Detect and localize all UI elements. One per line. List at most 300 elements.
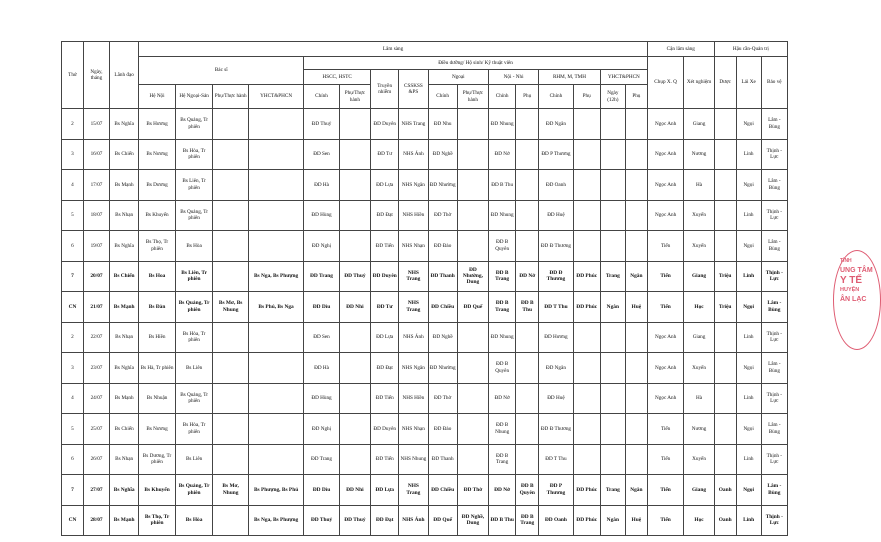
cell-yhct-day: Ngân xyxy=(600,505,625,536)
cell-hscc-assist xyxy=(339,109,370,140)
cell-lab: Học xyxy=(684,292,714,323)
cell-doctor-assist xyxy=(213,444,249,475)
cell-he-ngoai: Bs Liên xyxy=(175,444,213,475)
cell-surgery-assist: ĐD Nghề, Dung xyxy=(457,505,488,536)
cell-he-noi: Bs Khuyến xyxy=(139,200,176,231)
cell-infectious: ĐD Tiến xyxy=(371,444,399,475)
cell-pharmacy: Triệu xyxy=(714,261,736,292)
cell-cssksss: NHS Trang xyxy=(399,475,428,506)
cell-leader: Bs Nhạn xyxy=(110,322,139,353)
cell-hscc-main: ĐD Thuỷ xyxy=(304,505,340,536)
cell-rhm-assist: ĐD Phúc xyxy=(573,292,600,323)
cell-cssksss: NHS Trang xyxy=(399,109,428,140)
cell-thu: 3 xyxy=(62,353,84,384)
cell-yhct-assist xyxy=(625,414,647,445)
cell-thu: 6 xyxy=(62,444,84,475)
cell-he-noi: Bs Dương xyxy=(139,170,176,201)
cell-yhct-assist: Ngân xyxy=(625,475,647,506)
cell-doctor-assist xyxy=(213,109,249,140)
cell-driver: Linh xyxy=(736,444,761,475)
cell-guard: Lâm - Bùng xyxy=(761,353,787,384)
cell-date: 21/07 xyxy=(83,292,109,323)
col-doctor-assist-header: Phụ/Thực hành xyxy=(213,85,249,109)
cell-xray: Tiến xyxy=(647,231,684,262)
cell-leader: Bs Mạnh xyxy=(110,383,139,414)
cell-rhm-assist xyxy=(573,139,600,170)
col-infectious-header: Truyền nhiễm xyxy=(371,70,399,109)
cell-rhm-main: ĐD Huệ xyxy=(539,200,573,231)
cell-internal-main: ĐD Nhung xyxy=(489,200,516,231)
cell-surgery-main: ĐD Đào xyxy=(428,231,457,262)
cell-hscc-main: ĐD Dìu xyxy=(304,292,340,323)
cell-driver: Linh xyxy=(736,505,761,536)
cell-surgery-main: ĐD Chiều xyxy=(428,475,457,506)
cell-rhm-assist xyxy=(573,231,600,262)
cell-rhm-assist: ĐD Phúc xyxy=(573,261,600,292)
table-row xyxy=(62,414,788,445)
cell-yhct-assist xyxy=(625,231,647,262)
cell-hscc-main: ĐD Dìu xyxy=(304,475,340,506)
cell-driver: Ngọi xyxy=(736,170,761,201)
cell-lab: Học xyxy=(684,505,714,536)
cell-yhct-day: Ngân xyxy=(600,292,625,323)
cell-thu: 3 xyxy=(62,139,84,170)
cell-surgery-main: ĐD Quế xyxy=(428,505,457,536)
cell-yhct-day xyxy=(600,139,625,170)
cell-rhm-main: ĐD Ngân xyxy=(539,353,573,384)
cell-internal-main: ĐD B Quyên xyxy=(489,353,516,384)
cell-pharmacy xyxy=(714,231,736,262)
col-hscc-main-header: Chính xyxy=(304,85,340,109)
cell-doctor-yhct xyxy=(248,383,303,414)
cell-thu: 4 xyxy=(62,170,84,201)
cell-thu: 2 xyxy=(62,322,84,353)
col-leader-header: Lãnh đạo xyxy=(110,42,139,109)
cell-driver: Ngọi xyxy=(736,414,761,445)
cell-date: 27/07 xyxy=(83,475,109,506)
cell-internal-assist xyxy=(516,200,539,231)
cell-hscc-main: ĐD Sen xyxy=(304,139,340,170)
cell-he-noi: Bs Dương, Tr phiên xyxy=(139,444,176,475)
cell-he-ngoai: Bs Quảng, Tr phiên xyxy=(175,475,213,506)
cell-date: 20/07 xyxy=(83,261,109,292)
cell-he-noi: Bs Nhuận xyxy=(139,383,176,414)
cell-surgery-assist xyxy=(457,109,488,140)
group-surgery-header: Ngoại xyxy=(428,70,489,85)
cell-cssksss: NHS Trang xyxy=(399,292,428,323)
cell-surgery-main: ĐD Chiều xyxy=(428,292,457,323)
cell-hscc-main: ĐD Sen xyxy=(304,322,340,353)
cell-he-noi: Bs Hà, Tr phiên xyxy=(139,353,176,384)
cell-surgery-main: ĐD Nhường xyxy=(428,353,457,384)
cell-date: 24/07 xyxy=(83,383,109,414)
cell-guard: Lâm - Bùng xyxy=(761,170,787,201)
table-row xyxy=(62,444,788,475)
cell-xray: Ngọc Anh xyxy=(647,170,684,201)
cell-cssksss: NHS Nhung xyxy=(399,444,428,475)
cell-hscc-assist xyxy=(339,139,370,170)
table-body xyxy=(62,109,788,536)
cell-cssksss: NHS Hiền xyxy=(399,200,428,231)
table-row xyxy=(62,109,788,140)
cell-thu: CN xyxy=(62,505,84,536)
cell-surgery-assist xyxy=(457,414,488,445)
cell-rhm-main: ĐD Oanh xyxy=(539,505,573,536)
cell-yhct-assist xyxy=(625,444,647,475)
table-row xyxy=(62,200,788,231)
col-doctor-yhct-header: YHCT&PHCN xyxy=(248,85,303,109)
col-internal-assist-header: Phụ xyxy=(516,85,539,109)
cell-he-ngoai: Bs Hòa, Tr phiên xyxy=(175,322,213,353)
cell-leader: Bs Mạnh xyxy=(110,170,139,201)
col-guard-header: Bảo vệ xyxy=(761,57,787,109)
group-internal-header: Nội - Nhi xyxy=(489,70,539,85)
cell-lab: Xuyến xyxy=(684,200,714,231)
cell-lab: Giang xyxy=(684,322,714,353)
cell-internal-main: ĐD B Nhung xyxy=(489,414,516,445)
cell-guard: Lâm - Bùng xyxy=(761,231,787,262)
cell-hscc-assist xyxy=(339,200,370,231)
cell-leader: Bs Nghĩa xyxy=(110,475,139,506)
cell-xray: Ngọc Anh xyxy=(647,322,684,353)
col-yhct-assist-header: Phụ xyxy=(625,85,647,109)
cell-leader: Bs Mạnh xyxy=(110,292,139,323)
table-row xyxy=(62,139,788,170)
col-he-ngoai-header: Hệ Ngoại-Sản xyxy=(175,85,213,109)
cell-doctor-assist xyxy=(213,383,249,414)
cell-doctor-yhct xyxy=(248,444,303,475)
cell-cssksss: NHS Ánh xyxy=(399,139,428,170)
cell-leader: Bs Nhạn xyxy=(110,200,139,231)
cell-surgery-main: ĐD Nghề xyxy=(428,139,457,170)
cell-rhm-assist xyxy=(573,170,600,201)
cell-xray: Ngọc Anh xyxy=(647,139,684,170)
cell-pharmacy: Triệu xyxy=(714,292,736,323)
cell-yhct-assist: Huệ xyxy=(625,505,647,536)
cell-xray: Ngọc Anh xyxy=(647,353,684,384)
cell-doctor-assist: Bs Mơ, Bs Nhung xyxy=(213,292,249,323)
cell-thu: 4 xyxy=(62,383,84,414)
cell-he-ngoai: Bs Liên, Tr phiên xyxy=(175,261,213,292)
cell-hscc-assist: ĐD Nhi xyxy=(339,292,370,323)
cell-rhm-assist: ĐD Phúc xyxy=(573,505,600,536)
cell-hscc-assist xyxy=(339,383,370,414)
cell-infectious: ĐD Lựa xyxy=(371,475,399,506)
cell-yhct-day xyxy=(600,353,625,384)
cell-he-noi: Bs Thọ, Tr phiên xyxy=(139,505,176,536)
cell-pharmacy xyxy=(714,444,736,475)
cell-surgery-main: ĐD Thanh xyxy=(428,261,457,292)
cell-cssksss: NHS Ánh xyxy=(399,505,428,536)
cell-internal-assist xyxy=(516,231,539,262)
cell-leader: Bs Chiến xyxy=(110,139,139,170)
cell-internal-assist xyxy=(516,139,539,170)
cell-internal-main: ĐD Nở xyxy=(489,383,516,414)
cell-guard: Thịnh - Lực xyxy=(761,383,787,414)
cell-xray: Tiến xyxy=(647,261,684,292)
cell-date: 16/07 xyxy=(83,139,109,170)
cell-he-ngoai: Bs Hòa, Tr phiên xyxy=(175,414,213,445)
cell-hscc-main: ĐD Hà xyxy=(304,170,340,201)
cell-xray: Ngọc Anh xyxy=(647,109,684,140)
group-doctor-header: Bác sĩ xyxy=(139,57,304,85)
cell-internal-assist xyxy=(516,414,539,445)
cell-date: 25/07 xyxy=(83,414,109,445)
cell-guard: Thịnh - Lực xyxy=(761,200,787,231)
cell-he-noi: Bs Nương xyxy=(139,414,176,445)
cell-hscc-assist xyxy=(339,414,370,445)
cell-infectious: ĐD Duyên xyxy=(371,109,399,140)
cell-doctor-assist xyxy=(213,505,249,536)
cell-hscc-main: ĐD Trang xyxy=(304,261,340,292)
cell-he-ngoai: Bs Hòa xyxy=(175,231,213,262)
cell-hscc-assist xyxy=(339,231,370,262)
cell-pharmacy xyxy=(714,322,736,353)
cell-surgery-assist: ĐD Thờ xyxy=(457,475,488,506)
cell-doctor-yhct xyxy=(248,322,303,353)
cell-rhm-main: ĐD Oanh xyxy=(539,170,573,201)
cell-yhct-day xyxy=(600,109,625,140)
cell-internal-assist xyxy=(516,353,539,384)
cell-infectious: ĐD Tư xyxy=(371,139,399,170)
col-surgery-main-header: Chính xyxy=(428,85,457,109)
table-row xyxy=(62,475,788,506)
table-row xyxy=(62,383,788,414)
cell-doctor-assist xyxy=(213,139,249,170)
cell-yhct-assist xyxy=(625,200,647,231)
cell-yhct-day xyxy=(600,444,625,475)
cell-internal-assist xyxy=(516,109,539,140)
cell-infectious: ĐD Tư xyxy=(371,292,399,323)
table-row xyxy=(62,170,788,201)
cell-guard: Thịnh - Lực xyxy=(761,139,787,170)
cell-rhm-main: ĐD T Thu xyxy=(539,444,573,475)
cell-rhm-main: ĐD P Thương xyxy=(539,139,573,170)
cell-guard: Thịnh - Lực xyxy=(761,261,787,292)
cell-internal-assist xyxy=(516,383,539,414)
cell-doctor-yhct xyxy=(248,200,303,231)
cell-internal-main: ĐD Nở xyxy=(489,475,516,506)
cell-hscc-main: ĐD Hà xyxy=(304,353,340,384)
cell-he-ngoai: Bs Hòa, Tr phiên xyxy=(175,139,213,170)
cell-lab: Xuyến xyxy=(684,353,714,384)
cell-xray: Tiến xyxy=(647,475,684,506)
cell-yhct-day: Trang xyxy=(600,475,625,506)
cell-surgery-main: ĐD Nghề xyxy=(428,322,457,353)
cell-rhm-main: ĐD Đ Thương xyxy=(539,414,573,445)
cell-infectious: ĐD Lựa xyxy=(371,170,399,201)
cell-he-noi: Bs Hiền xyxy=(139,322,176,353)
cell-surgery-assist: ĐD Nhường, Dung xyxy=(457,261,488,292)
cell-surgery-assist xyxy=(457,231,488,262)
cell-driver: Ngọi xyxy=(736,292,761,323)
col-rhm-main-header: Chính xyxy=(539,85,573,109)
cell-doctor-assist xyxy=(213,231,249,262)
cell-driver: Ngọi xyxy=(736,475,761,506)
cell-internal-main: ĐD B Quyên xyxy=(489,231,516,262)
cell-yhct-day xyxy=(600,322,625,353)
cell-surgery-main: ĐD Thờ xyxy=(428,200,457,231)
cell-he-noi: Bs Đàn xyxy=(139,292,176,323)
cell-internal-assist xyxy=(516,444,539,475)
cell-lab: Giang xyxy=(684,475,714,506)
cell-pharmacy xyxy=(714,170,736,201)
cell-doctor-assist xyxy=(213,322,249,353)
cell-cssksss: NHS Nhạn xyxy=(399,231,428,262)
cell-doctor-assist xyxy=(213,200,249,231)
cell-internal-assist: ĐD B Quyên xyxy=(516,475,539,506)
cell-infectious: ĐD Đạt xyxy=(371,353,399,384)
cell-thu: 7 xyxy=(62,475,84,506)
cell-cssksss: NHS Ánh xyxy=(399,322,428,353)
group-hscc-header: HSCC, HSTC xyxy=(304,70,371,85)
cell-thu: 7 xyxy=(62,261,84,292)
cell-infectious: ĐD Duyên xyxy=(371,414,399,445)
cell-date: 19/07 xyxy=(83,231,109,262)
group-clinical-header: Lâm sàng xyxy=(139,42,648,57)
cell-yhct-day xyxy=(600,383,625,414)
cell-infectious: ĐD Duyên xyxy=(371,261,399,292)
cell-hscc-assist: ĐD Thuỷ xyxy=(339,505,370,536)
red-seal-stamp xyxy=(833,250,881,350)
cell-cssksss: NHS Ngân xyxy=(399,353,428,384)
cell-thu: 5 xyxy=(62,200,84,231)
cell-leader: Bs Nghĩa xyxy=(110,109,139,140)
cell-lab: Giang xyxy=(684,109,714,140)
cell-thu: 2 xyxy=(62,109,84,140)
cell-doctor-assist: Bs Mơ, Nhung xyxy=(213,475,249,506)
cell-rhm-main: ĐD Ngân xyxy=(539,109,573,140)
cell-yhct-assist: Ngân xyxy=(625,261,647,292)
cell-surgery-assist xyxy=(457,170,488,201)
cell-guard: Lâm - Bùng xyxy=(761,109,787,140)
cell-yhct-day: Trang xyxy=(600,261,625,292)
cell-guard: Lâm - Bùng xyxy=(761,475,787,506)
cell-hscc-assist xyxy=(339,353,370,384)
col-internal-main-header: Chính xyxy=(489,85,516,109)
cell-rhm-main: ĐD Đ Thương xyxy=(539,261,573,292)
cell-surgery-assist xyxy=(457,383,488,414)
cell-hscc-assist xyxy=(339,322,370,353)
cell-internal-main: ĐD B Trang xyxy=(489,444,516,475)
cell-date: 15/07 xyxy=(83,109,109,140)
cell-guard: Thịnh - Lực xyxy=(761,505,787,536)
cell-internal-main: ĐD Nhung xyxy=(489,109,516,140)
cell-thu: CN xyxy=(62,292,84,323)
cell-doctor-yhct xyxy=(248,231,303,262)
table-row xyxy=(62,322,788,353)
cell-leader: Bs Chiến xyxy=(110,414,139,445)
cell-hscc-main: ĐD Thuỷ xyxy=(304,109,340,140)
cell-guard: Thịnh - Lực xyxy=(761,322,787,353)
cell-pharmacy: Oanh xyxy=(714,475,736,506)
group-logistics-header: Hậu cần-Quản trị xyxy=(714,42,787,57)
cell-cssksss: NHS Trang xyxy=(399,261,428,292)
stamp-text: TỈNH xyxy=(840,258,852,264)
cell-infectious: ĐD Tiến xyxy=(371,231,399,262)
cell-xray: Tiến xyxy=(647,444,684,475)
cell-hscc-assist xyxy=(339,444,370,475)
cell-pharmacy xyxy=(714,353,736,384)
cell-lab: Xuyến xyxy=(684,231,714,262)
cell-yhct-assist xyxy=(625,109,647,140)
cell-internal-main: ĐD B Thu xyxy=(489,505,516,536)
col-driver-header: Lái Xe xyxy=(736,57,761,109)
cell-hscc-assist xyxy=(339,170,370,201)
cell-driver: Ngọi xyxy=(736,353,761,384)
cell-driver: Ngọi xyxy=(736,109,761,140)
cell-rhm-main: ĐD Huệ xyxy=(539,383,573,414)
cell-internal-assist xyxy=(516,170,539,201)
cell-guard: Lâm - Bùng xyxy=(761,414,787,445)
cell-hscc-assist: ĐD Thuỷ xyxy=(339,261,370,292)
cell-he-ngoai: Bs Liên xyxy=(175,353,213,384)
cell-lab: Hà xyxy=(684,383,714,414)
cell-doctor-assist xyxy=(213,353,249,384)
cell-internal-main: ĐD B Trang xyxy=(489,292,516,323)
cell-rhm-assist xyxy=(573,444,600,475)
cell-infectious: ĐD Tiến xyxy=(371,383,399,414)
col-date-header: Ngày, tháng xyxy=(83,42,109,109)
cell-doctor-yhct xyxy=(248,109,303,140)
cell-surgery-assist xyxy=(457,139,488,170)
cell-internal-main: ĐD B Thu xyxy=(489,170,516,201)
cell-pharmacy xyxy=(714,383,736,414)
cell-driver: Linh xyxy=(736,200,761,231)
col-he-noi-header: Hệ Nội xyxy=(139,85,176,109)
cell-rhm-assist xyxy=(573,383,600,414)
cell-internal-assist: ĐD Nở xyxy=(516,261,539,292)
cell-driver: Linh xyxy=(736,383,761,414)
cell-hscc-main: ĐD Nghị xyxy=(304,231,340,262)
cell-doctor-yhct xyxy=(248,139,303,170)
cell-leader: Bs Nghĩa xyxy=(110,353,139,384)
cell-doctor-yhct: Bs Nga, Bs Phượng xyxy=(248,261,303,292)
cell-xray: Tiến xyxy=(647,414,684,445)
cell-rhm-main: ĐD Đ Thương xyxy=(539,231,573,262)
cell-yhct-day xyxy=(600,231,625,262)
cell-thu: 6 xyxy=(62,231,84,262)
cell-he-ngoai: Bs Quảng, Tr phiên xyxy=(175,109,213,140)
cell-internal-assist: ĐD B Thu xyxy=(516,292,539,323)
group-rhm-header: RHM, M, TMH xyxy=(539,70,601,85)
cell-yhct-assist xyxy=(625,353,647,384)
cell-rhm-assist xyxy=(573,353,600,384)
cell-yhct-assist xyxy=(625,139,647,170)
cell-yhct-day xyxy=(600,170,625,201)
cell-pharmacy xyxy=(714,139,736,170)
cell-rhm-main: ĐD Hương xyxy=(539,322,573,353)
cell-xray: Ngọc Anh xyxy=(647,383,684,414)
cell-surgery-main: ĐD Nhu xyxy=(428,109,457,140)
table-row xyxy=(62,292,788,323)
cell-hscc-main: ĐD Hùng xyxy=(304,200,340,231)
cell-date: 28/07 xyxy=(83,505,109,536)
cell-cssksss: NHS Ngân xyxy=(399,170,428,201)
cell-hscc-main: ĐD Nghị xyxy=(304,414,340,445)
cell-rhm-main: ĐD T Thu xyxy=(539,292,573,323)
cell-doctor-assist xyxy=(213,414,249,445)
duty-roster-table xyxy=(61,41,788,536)
cell-surgery-main: ĐD Thanh xyxy=(428,444,457,475)
cell-surgery-main: ĐD Nhường xyxy=(428,170,457,201)
cell-infectious: ĐD Đạt xyxy=(371,200,399,231)
cell-guard: Thịnh - Lực xyxy=(761,444,787,475)
cell-yhct-assist: Huệ xyxy=(625,292,647,323)
duty-roster-sheet xyxy=(61,41,788,536)
cell-yhct-day xyxy=(600,414,625,445)
group-nursing-header: Điều dưỡng/ Hộ sinh/ Kỹ thuật viên xyxy=(304,57,648,70)
